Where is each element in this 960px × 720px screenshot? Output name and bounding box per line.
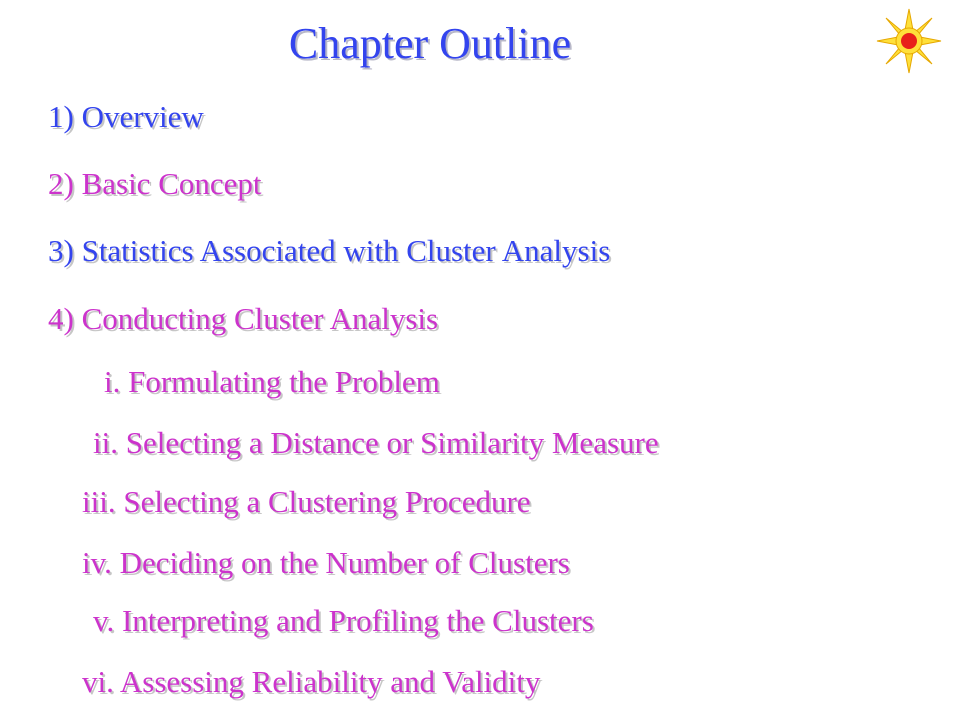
outline-subitem-distance: ii. Selecting a Distance or Similarity Measure bbox=[93, 425, 659, 460]
outline-item-basic-concept: 2) Basic Concept bbox=[48, 166, 262, 201]
sun-icon bbox=[876, 8, 942, 74]
outline-subitem-formulating: i. Formulating the Problem bbox=[104, 364, 440, 399]
outline-subitem-reliability: vi. Assessing Reliability and Validity bbox=[82, 664, 541, 699]
outline-item-conducting: 4) Conducting Cluster Analysis bbox=[48, 301, 439, 336]
slide-title: Chapter Outline bbox=[288, 19, 572, 68]
outline-subitem-number: iv. Deciding on the Number of Clusters bbox=[82, 545, 570, 580]
outline-item-statistics: 3) Statistics Associated with Cluster Analysis bbox=[48, 233, 611, 268]
outline-item-overview: 1) Overview bbox=[48, 99, 204, 134]
outline-subitem-interpreting: v. Interpreting and Profiling the Clusters bbox=[93, 603, 594, 638]
outline-subitem-procedure: iii. Selecting a Clustering Procedure bbox=[82, 484, 531, 519]
